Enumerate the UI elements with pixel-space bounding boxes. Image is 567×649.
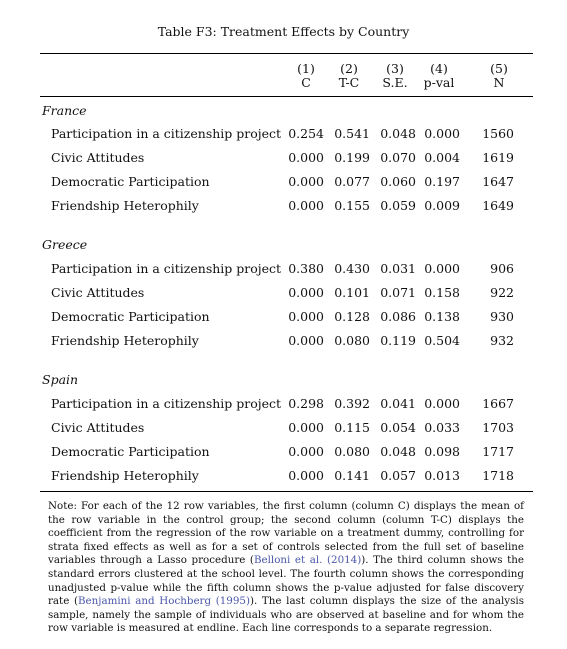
cell-p-val: 0.009 xyxy=(424,198,460,213)
column-number: (2) xyxy=(340,61,358,76)
cell-n: 1560 xyxy=(482,126,514,141)
cell-t-c: 0.115 xyxy=(334,420,370,435)
column-number: (3) xyxy=(386,61,404,76)
cell-c: 0.000 xyxy=(288,198,324,213)
cell-se: 0.031 xyxy=(380,261,416,276)
cell-t-c: 0.541 xyxy=(334,126,370,141)
column-number: (5) xyxy=(490,61,508,76)
cell-n: 1647 xyxy=(482,174,514,189)
row-label: Democratic Participation xyxy=(51,309,210,324)
column-header-3 xyxy=(372,62,418,90)
cell-t-c: 0.080 xyxy=(334,333,370,348)
table-row xyxy=(0,261,567,277)
cell-n: 1718 xyxy=(482,468,514,483)
cell-c: 0.380 xyxy=(288,261,324,276)
column-name: C xyxy=(301,75,311,90)
cell-p-val: 0.004 xyxy=(424,150,460,165)
cell-t-c: 0.141 xyxy=(334,468,370,483)
column-header-2 xyxy=(328,62,370,90)
header-rule xyxy=(40,96,533,97)
cell-t-c: 0.155 xyxy=(334,198,370,213)
section-heading-france: France xyxy=(42,103,87,118)
cell-p-val: 0.504 xyxy=(424,333,460,348)
cell-se: 0.041 xyxy=(380,396,416,411)
table-note xyxy=(48,500,524,636)
table-row xyxy=(0,198,567,214)
cell-c: 0.000 xyxy=(288,285,324,300)
cell-se: 0.070 xyxy=(380,150,416,165)
cell-p-val: 0.000 xyxy=(424,126,460,141)
cell-se: 0.048 xyxy=(380,126,416,141)
cell-t-c: 0.128 xyxy=(334,309,370,324)
row-label: Participation in a citizenship project xyxy=(51,126,282,141)
table-row xyxy=(0,174,567,190)
table-row xyxy=(0,309,567,325)
cell-n: 906 xyxy=(490,261,514,276)
cell-c: 0.000 xyxy=(288,468,324,483)
cell-c: 0.000 xyxy=(288,150,324,165)
cell-t-c: 0.077 xyxy=(334,174,370,189)
cell-n: 1649 xyxy=(482,198,514,213)
section-heading-greece: Greece xyxy=(42,237,88,252)
cell-se: 0.057 xyxy=(380,468,416,483)
row-label: Democratic Participation xyxy=(51,444,210,459)
row-label: Democratic Participation xyxy=(51,174,210,189)
cell-se: 0.071 xyxy=(380,285,416,300)
row-label: Friendship Heterophily xyxy=(51,468,199,483)
cell-c: 0.000 xyxy=(288,309,324,324)
row-label: Participation in a citizenship project xyxy=(51,261,282,276)
cell-n: 1717 xyxy=(482,444,514,459)
column-name: T-C xyxy=(338,75,360,90)
column-header-4 xyxy=(416,62,462,90)
cell-se: 0.059 xyxy=(380,198,416,213)
cell-se: 0.048 xyxy=(380,444,416,459)
table-row xyxy=(0,333,567,349)
cell-t-c: 0.101 xyxy=(334,285,370,300)
column-number: (4) xyxy=(430,61,448,76)
table-row xyxy=(0,126,567,142)
cell-p-val: 0.197 xyxy=(424,174,460,189)
cell-n: 930 xyxy=(490,309,514,324)
column-header-5 xyxy=(476,62,522,90)
row-label: Friendship Heterophily xyxy=(51,333,199,348)
citation-link-belloni[interactable]: Belloni et al. (2014) xyxy=(253,554,362,567)
cell-c: 0.298 xyxy=(288,396,324,411)
section-heading-spain: Spain xyxy=(42,372,79,387)
citation-link-benjamini-hochberg[interactable]: Benjamini and Hochberg (1995) xyxy=(77,595,250,608)
cell-c: 0.254 xyxy=(288,126,324,141)
cell-c: 0.000 xyxy=(288,420,324,435)
table-row xyxy=(0,396,567,412)
cell-se: 0.086 xyxy=(380,309,416,324)
cell-t-c: 0.080 xyxy=(334,444,370,459)
cell-p-val: 0.000 xyxy=(424,261,460,276)
column-name: p-val xyxy=(423,75,455,90)
column-name: S.E. xyxy=(382,75,408,90)
cell-n: 1667 xyxy=(482,396,514,411)
row-label: Civic Attitudes xyxy=(51,285,145,300)
row-label: Participation in a citizenship project xyxy=(51,396,282,411)
table-row xyxy=(0,444,567,460)
row-label: Civic Attitudes xyxy=(51,150,145,165)
table-row xyxy=(0,285,567,301)
table-caption: Table F3: Treatment Effects by Country xyxy=(157,24,410,39)
cell-se: 0.060 xyxy=(380,174,416,189)
cell-n: 1619 xyxy=(482,150,514,165)
cell-c: 0.000 xyxy=(288,444,324,459)
cell-c: 0.000 xyxy=(288,174,324,189)
cell-p-val: 0.013 xyxy=(424,468,460,483)
bottom-rule xyxy=(40,491,533,492)
cell-c: 0.000 xyxy=(288,333,324,348)
cell-se: 0.054 xyxy=(380,420,416,435)
row-label: Friendship Heterophily xyxy=(51,198,199,213)
cell-p-val: 0.033 xyxy=(424,420,460,435)
column-number: (1) xyxy=(297,61,315,76)
cell-p-val: 0.158 xyxy=(424,285,460,300)
cell-n: 932 xyxy=(490,333,514,348)
cell-t-c: 0.392 xyxy=(334,396,370,411)
cell-t-c: 0.199 xyxy=(334,150,370,165)
cell-p-val: 0.138 xyxy=(424,309,460,324)
cell-p-val: 0.000 xyxy=(424,396,460,411)
cell-t-c: 0.430 xyxy=(334,261,370,276)
table-row xyxy=(0,150,567,166)
row-label: Civic Attitudes xyxy=(51,420,145,435)
note-text: Note: For each of the 12 row variables, the first column (column C) displays the mean of the row variable in the control group; the second column (column T-C) displays the coefficient from the regression of the row variable on a treatment dummy, controlling for strata fixed effects as well as for a set of controls selected from the full set of baseline variables through a Lasso procedure ( xyxy=(48,500,524,567)
table-row xyxy=(0,420,567,436)
cell-se: 0.119 xyxy=(380,333,416,348)
table-row xyxy=(0,468,567,484)
cell-n: 1703 xyxy=(482,420,514,435)
note-text: ). The third column shows the standard errors clustered at the school level. The fourth column shows the corresponding unadjusted p-value while the fifth column shows the p-value adjusted for false discovery rate ( xyxy=(48,554,524,608)
cell-p-val: 0.098 xyxy=(424,444,460,459)
column-name: N xyxy=(493,75,505,90)
note-text: ). The last column displays the size of the analysis sample, namely the sample of individuals who are observed at baseline and for whom the row variable is measured at endline. Each line corresponds to a separate regression. xyxy=(48,595,524,635)
cell-n: 922 xyxy=(490,285,514,300)
column-header-1 xyxy=(286,62,326,90)
top-rule xyxy=(40,53,533,54)
